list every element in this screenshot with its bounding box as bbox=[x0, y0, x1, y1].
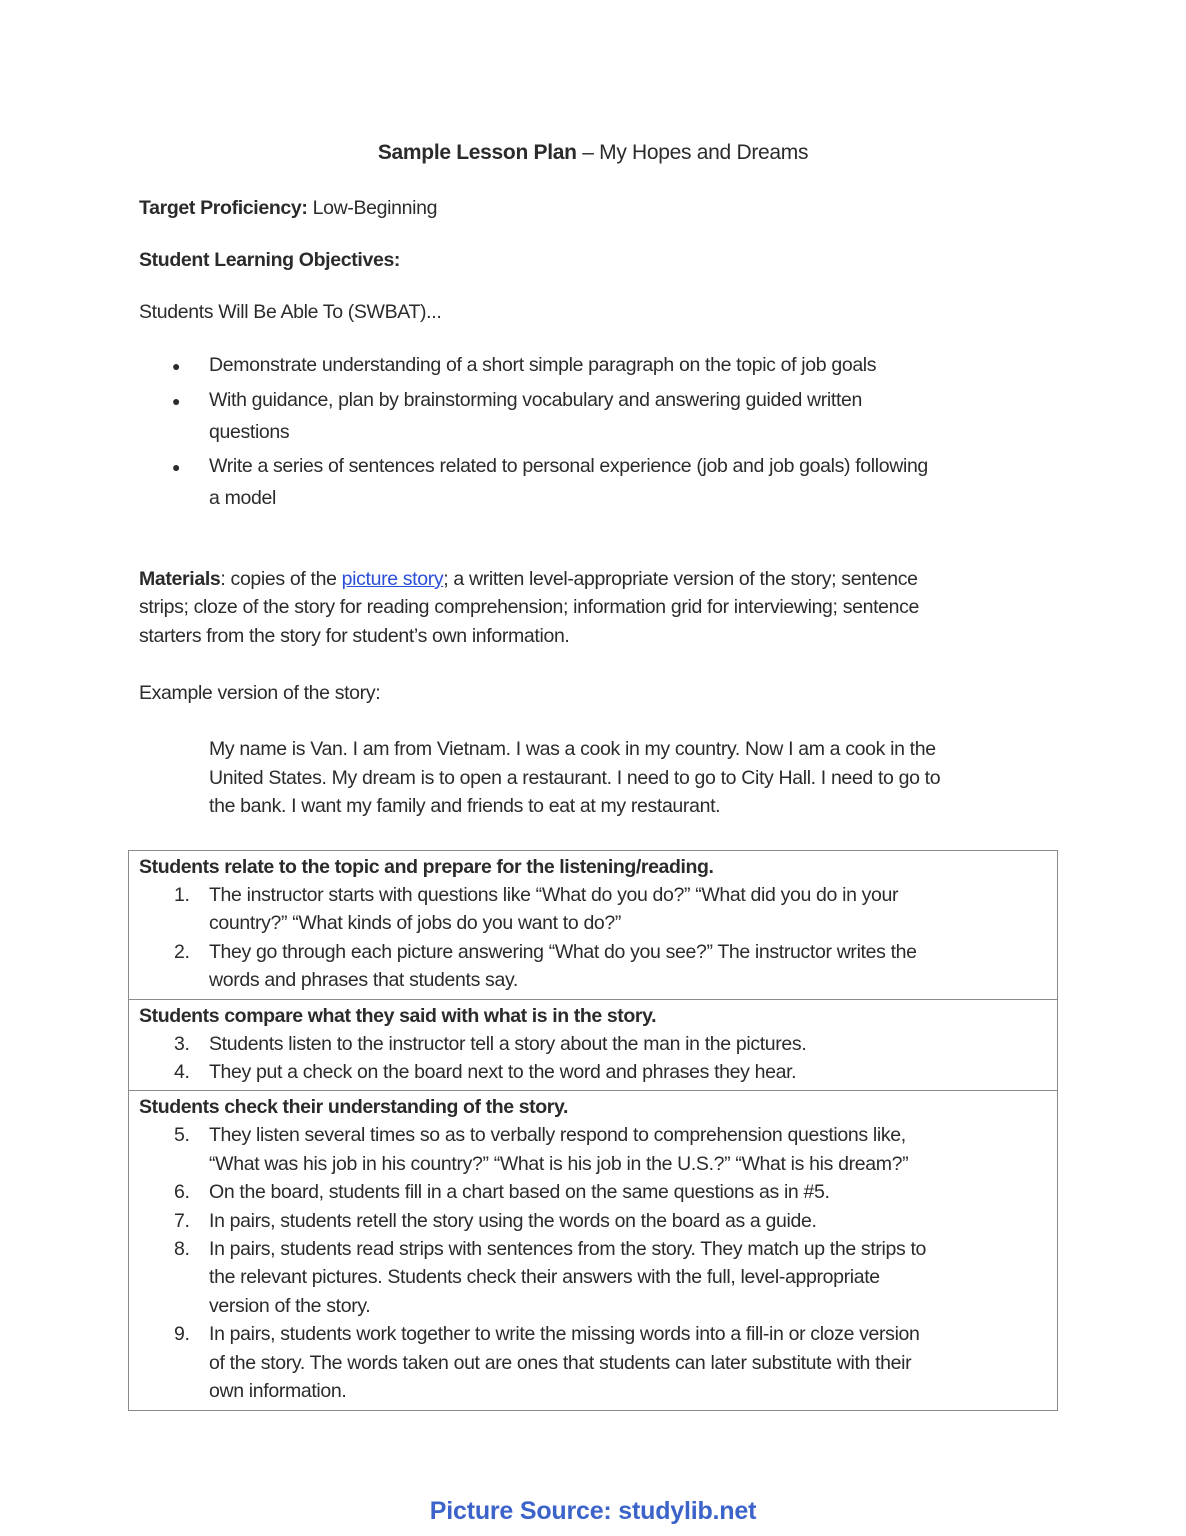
materials-line: starters from the story for student’s own information. bbox=[139, 625, 570, 647]
step-line: own information. bbox=[209, 1380, 347, 1403]
table-row bbox=[129, 851, 1058, 1000]
section-cell bbox=[129, 1091, 1058, 1410]
target-proficiency-label: Target Proficiency: bbox=[139, 197, 308, 219]
step-line: They put a check on the board next to the word and phrases they hear. bbox=[209, 1061, 797, 1084]
step-number: 7. bbox=[174, 1209, 190, 1232]
step-item bbox=[139, 1178, 1047, 1206]
objectives-heading: Student Learning Objectives: bbox=[139, 249, 401, 271]
section-heading: Students relate to the topic and prepare for the listening/reading. bbox=[139, 856, 714, 878]
table-row bbox=[129, 999, 1058, 1091]
objective-line: With guidance, plan by brainstorming vocabulary and answering guided written bbox=[209, 389, 863, 411]
table-row bbox=[129, 1091, 1058, 1410]
step-item bbox=[139, 881, 1047, 938]
step-number: 4. bbox=[174, 1061, 190, 1084]
materials-text: ; a written level-appropriate version of the story; sentence bbox=[443, 568, 918, 590]
step-line: Students listen to the instructor tell a story about the man in the pictures. bbox=[209, 1032, 807, 1055]
step-line: country?” “What kinds of jobs do you want to do?” bbox=[209, 912, 622, 935]
title-bold: Sample Lesson Plan bbox=[377, 141, 577, 164]
target-proficiency-value: Low-Beginning bbox=[307, 197, 438, 219]
step-line: “What was his job in his country?” “What is his job in the U.S.?” “What is his dream?” bbox=[209, 1152, 909, 1175]
step-line: of the story. The words taken out are ones that students can later substitute with their bbox=[209, 1351, 912, 1374]
story-line: My name is Van. I am from Vietnam. I was a cook in my country. Now I am a cook in the bbox=[209, 738, 936, 760]
step-item bbox=[139, 1320, 1047, 1405]
objective-line: Demonstrate understanding of a short simple paragraph on the topic of job goals bbox=[209, 354, 877, 376]
section-cell bbox=[129, 851, 1058, 1000]
swbat-intro: Students Will Be Able To (SWBAT)... bbox=[139, 301, 442, 323]
materials-line bbox=[139, 568, 918, 591]
step-line: They go through each picture answering “What do you see?” The instructor writes the bbox=[209, 940, 917, 963]
step-line: On the board, students fill in a chart based on the same questions as in #5. bbox=[209, 1181, 830, 1204]
materials-text: : copies of the bbox=[220, 568, 342, 590]
step-item bbox=[139, 1121, 1047, 1178]
step-line: words and phrases that students say. bbox=[209, 969, 518, 992]
step-line: In pairs, students work together to write the missing words into a fill-in or cloze version bbox=[209, 1323, 920, 1346]
title-rest: – My Hopes and Dreams bbox=[576, 141, 809, 164]
steps-list bbox=[139, 1121, 1047, 1405]
story-line: United States. My dream is to open a restaurant. I need to go to City Hall. I need to go to bbox=[209, 767, 941, 789]
step-item bbox=[139, 938, 1047, 995]
objective-line: a model bbox=[209, 487, 276, 509]
section-heading: Students compare what they said with what is in the story. bbox=[139, 1004, 657, 1027]
step-number: 5. bbox=[174, 1124, 190, 1147]
step-line: They listen several times so as to verbally respond to comprehension questions like, bbox=[209, 1124, 906, 1147]
bullet-icon: ● bbox=[172, 393, 181, 409]
step-item bbox=[139, 1235, 1047, 1320]
story-line: the bank. I want my family and friends to eat at my restaurant. bbox=[209, 795, 721, 817]
step-item bbox=[139, 1058, 1047, 1086]
step-number: 2. bbox=[174, 940, 190, 963]
bullet-icon: ● bbox=[172, 358, 181, 374]
step-number: 1. bbox=[174, 884, 190, 906]
step-item bbox=[139, 1030, 1047, 1058]
step-number: 3. bbox=[174, 1032, 190, 1055]
section-heading: Students check their understanding of the story. bbox=[139, 1096, 568, 1119]
picture-story-link[interactable]: picture story bbox=[341, 568, 444, 590]
step-number: 9. bbox=[174, 1323, 190, 1346]
steps-list bbox=[139, 1030, 1047, 1087]
step-number: 8. bbox=[174, 1238, 190, 1261]
step-line: the relevant pictures. Students check their answers with the full, level-appropriate bbox=[209, 1266, 880, 1289]
materials-label: Materials bbox=[139, 568, 221, 590]
example-label: Example version of the story: bbox=[139, 682, 381, 704]
document-title bbox=[0, 141, 1186, 165]
step-line: version of the story. bbox=[209, 1294, 371, 1317]
objective-line: questions bbox=[209, 421, 290, 443]
procedure-table bbox=[128, 850, 1058, 1411]
target-proficiency bbox=[139, 197, 437, 220]
section-cell bbox=[129, 999, 1058, 1091]
bullet-icon: ● bbox=[172, 459, 181, 475]
step-item bbox=[139, 1207, 1047, 1235]
picture-source-caption: Picture Source: studylib.net bbox=[429, 1497, 757, 1525]
materials-line: strips; cloze of the story for reading comprehension; information grid for interviewing; sentence bbox=[139, 596, 920, 618]
step-line: The instructor starts with questions like “What do you do?” “What did you do in your bbox=[209, 884, 899, 906]
step-line: In pairs, students retell the story using the words on the board as a guide. bbox=[209, 1209, 817, 1232]
step-number: 6. bbox=[174, 1181, 190, 1204]
step-line: In pairs, students read strips with sentences from the story. They match up the strips to bbox=[209, 1238, 927, 1261]
steps-list bbox=[139, 881, 1047, 995]
objective-line: Write a series of sentences related to personal experience (job and job goals) following bbox=[209, 455, 928, 477]
